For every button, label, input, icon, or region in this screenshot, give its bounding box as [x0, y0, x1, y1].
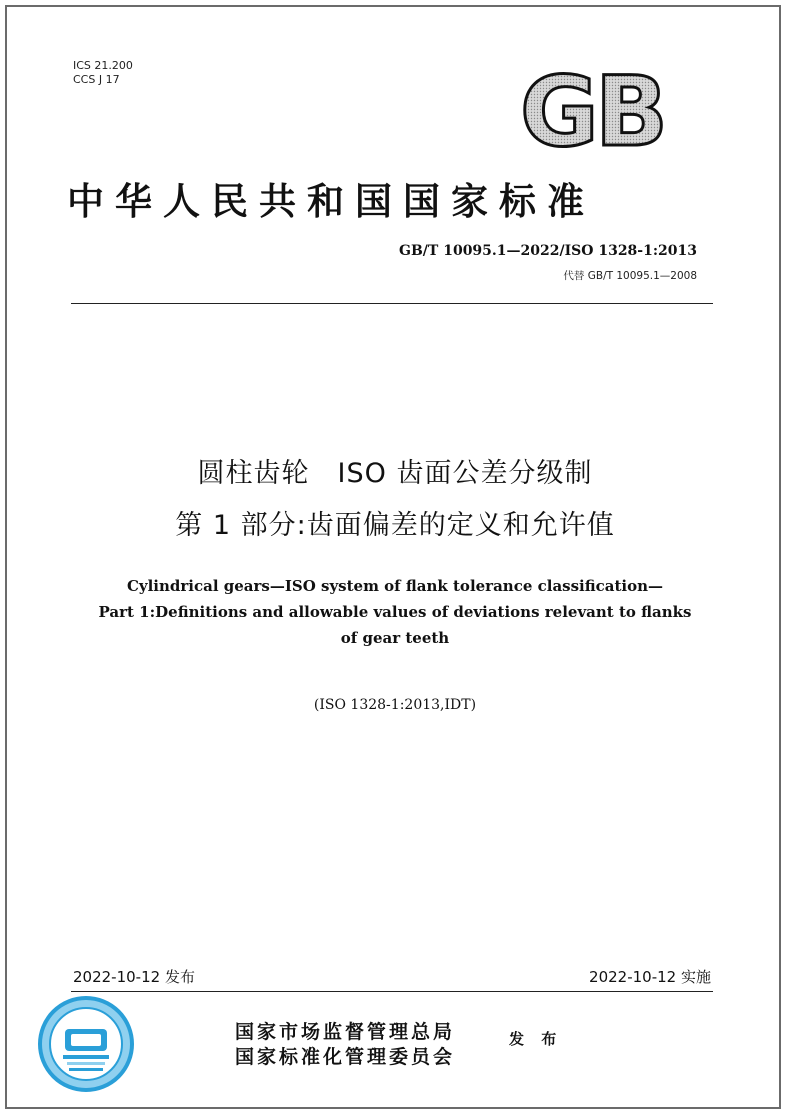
chinese-title-line-1: 圆柱齿轮 ISO 齿面公差分级制	[197, 458, 593, 489]
standard-number: GB/T 10095.1—2022/ISO 1328-1:2013	[399, 243, 697, 259]
chinese-title-line-2: 第 1 部分:齿面偏差的定义和允许值	[175, 510, 615, 541]
english-title-line-2: Part 1:Definitions and allowable values of deviations relevant to flanks	[98, 603, 692, 621]
footer-divider	[71, 991, 713, 992]
gb-logo-text: GB	[520, 69, 664, 153]
english-title-line-1: Cylindrical gears—ISO system of flank tolerance classification—	[126, 577, 664, 595]
implement-date: 2022-10-12 实施	[589, 968, 711, 986]
issuer-line-1: 国家市场监督管理总局	[235, 1021, 456, 1043]
issuing-country-title: 中华人民共和国国家标准	[67, 179, 595, 223]
english-title-line-3: of gear teeth	[340, 629, 450, 647]
ccs-code: CCS J 17	[73, 73, 120, 86]
gb-logo	[512, 69, 672, 153]
publish-date: 2022-10-12 发布	[73, 968, 195, 986]
replaces-standard: 代替 GB/T 10095.1—2008	[563, 270, 697, 282]
english-title	[7, 573, 781, 651]
header-divider	[71, 303, 713, 304]
standard-cover-page	[5, 5, 781, 1109]
issuer-line-2: 国家标准化管理委员会	[235, 1046, 456, 1068]
issue-label: 发 布	[509, 1030, 563, 1048]
iso-equivalence: (ISO 1328-1:2013,IDT)	[313, 697, 477, 713]
anti-counterfeit-seal-icon	[37, 995, 135, 1093]
classification-codes	[73, 59, 133, 87]
ics-code: ICS 21.200	[73, 59, 133, 72]
